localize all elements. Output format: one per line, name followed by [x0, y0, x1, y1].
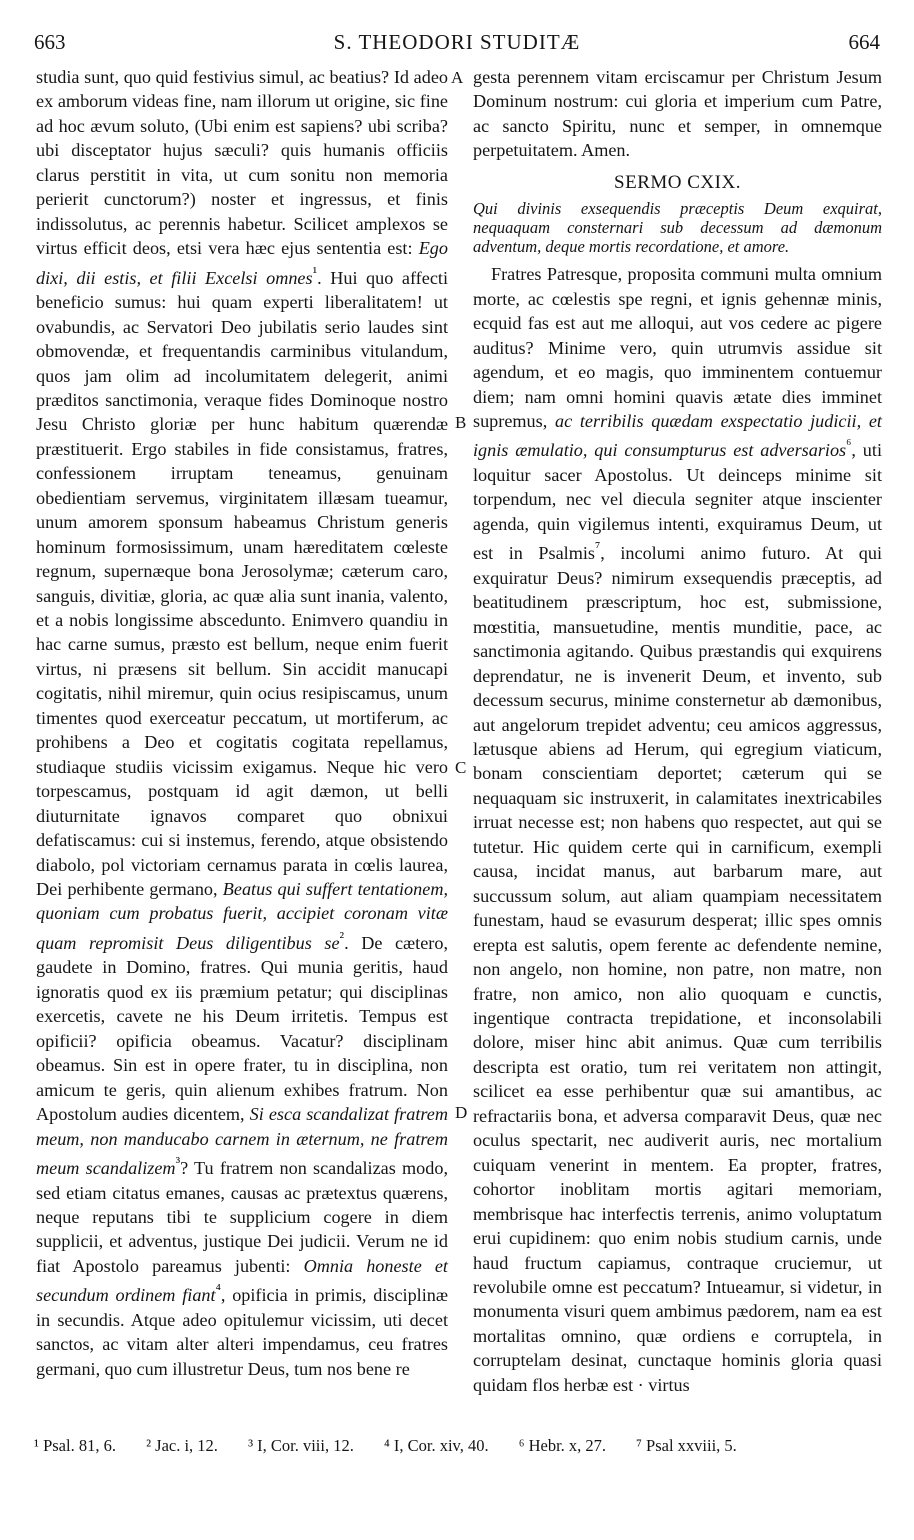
footnote: ³ I, Cor. viii, 12. [248, 1436, 354, 1455]
footnote: ⁷ Psal xxviii, 5. [636, 1436, 737, 1455]
footnote-ref: ⁶ [846, 436, 852, 454]
page-number-right: 664 [848, 30, 880, 54]
text-run: , opificia in primis, disciplinæ in secundis. Atque adeo opitulemur vicissim, uti decet sanctos, ac vitam alter alteri impendamus, ceu fratres germani, quo cum illustretur Deus, tum nos bene re [36, 1285, 449, 1379]
right-column [473, 65, 882, 1397]
right-paragraph-closing: gesta perennem vitam erciscamur per Christum Jesum Dominum nostrum: cui gloria et imperium cum Patre, ac sancto Spiritu, nunc et semper, in omnemque perpetuitatem. Amen. [473, 67, 882, 161]
footnotes [34, 1435, 884, 1457]
scripture-quote: Si esca scandalizat fratrem meum, non manducabo carnem in æternum, ne fratrem meum scandalizem [36, 1104, 448, 1179]
margin-marker-a: A [451, 68, 464, 87]
scripture-quote: Beatus qui suffert tentationem, quoniam cum probatus fuerit, accipiet coronam vitæ quam repromisit Deus diligentibus se [36, 879, 448, 953]
footnote: ¹ Psal. 81, 6. [34, 1436, 116, 1455]
footnote: ⁶ Hebr. x, 27. [518, 1436, 607, 1455]
right-paragraph [473, 262, 882, 1397]
text-run: ? Tu fratrem non scandalizas modo, sed etiam citatus emanes, causas ac prætextus quærens, neque reputans tibi te supplicium cogere in diem supplicii, et adventus, justique Dei judicii. Verum ne id fiat Apostolo pareamus jubenti: [36, 1158, 449, 1276]
footnote-ref: ⁴ [215, 1281, 221, 1299]
scripture-quote: ac terribilis quædam exspectatio judicii, et ignis æmulatio, qui consumpturus est adversarios [473, 410, 882, 461]
page-number-left: 663 [34, 30, 66, 54]
footnote-ref: ¹ [312, 263, 318, 281]
text-run: . Hui quo affecti beneficio sumus: hui quam experti liberalitatem! ut ovabundis, ac Servatori Deo jubilatis serio laudes sint obmovendæ, et frequentandis carminibus vitulandum, quos jam olim ad incolumitatem delegerit, animi præditos sanctimonia, veraque fides Dominoque nostro Jesu Christo gloriæ per hunc habitum quærendæ præstituerit. Ergo stabiles in fide consistamus, fratres, confessionem irruptam teneamus, genuinam obedientiam servemus, virginitatem illæsam tueamur, unum amorem sponsum habeamus Christum generis hominum formosissimum, unam hæreditatem cœleste regnum, supernæque bona Jerosolymæ; cæterum caro, sanguis, divitiæ, gloria, ac quæ alia sunt inania, valento, et a nobis longissime abscedunto. Enimvero quandiu in hac carne sumus, præsto est bellum, neque enim fuerit virtus, ni præsens sit bellum. Sin accidit manucapi cogitatis, nihil miremur, quin ocius resipiscamus, unum timentes quod exerceatur peccatum, ut mortiferum, ac prohibens a Deo et cogitatis cogitata repellamus, studiaque studiis vicissim exigamus. Neque hic vero torpescamus, postquam id agit dæmon, ut belli diuturnitate ignavos comparet quo obnixui defatiscamus: cui si instemus, ferendo, atque obsistendo diabolo, pol victoriam cernamus parata in cœlis laurea, Dei perhibente germano, [36, 267, 448, 900]
running-title: S. THEODORI STUDITÆ [333, 30, 581, 54]
text-run: studia sunt, quo quid festivius simul, ac beatius? Id adeo ex amborum videas fine, nam illorum ut origine, sic fine ad hoc ævum soluto, (Ubi enim est sapiens? ubi scriba? ubi disceptator hujus sæculi? quis humanis officiis clarus perstitit in vita, ut cum sonitu non memoria perierit cunctorum?) noster et ingressus, et finis indissolutus, ac perennis habetur. Scilicet amplexos se virtus efficit deos, etsi vera hæc ejus sententia est: [36, 67, 448, 259]
text-run: , incolumi animo futuro. At qui exquiratur Deus? nimirum exsequendis præceptis, ad beatitudinem præscriptum, hoc est, submissione, mœstitia, mansuetudine, mentis munditie, pace, ac sanctimonia agitando. Quibus præstandis qui exquirens deprendatur, ne is invenerit Deum, et invento, sub decessum securus, minime consternetur ab dæmonibus, aut angelorum trepidet adventu; ceu amicos aggressus, lætusque abiens ad Herum, qui egregium viaticum, bonam conscientiam deportet; cæterum qui se nequaquam sic instruxerit, in calamitates inextricabiles irruat necesse est; non habens quo respectet, aut qui se tutetur. Hic quidem certe qui in carnificum, exempli causa, incidat manus, aut barbarum mare, aut succussum solum, aut aliam quampiam necessitatem funestam, haud se evasurum desperat; illic spes omnis erepta est salutis, opem ferente ac defendente nemine, non angelo, non homine, non patre, non matre, non fratre, non amico, non alio quoquam e cunctis, ingentique contracta trepidatione, et inconsolabili dolore, miser hinc abit animus. Quæ cum terribilis descripta est oratio, tum rei veritatem non attingit, scilicet ea esse perhibentur quæ sui amantibus, ac refractariis bona, et adversa comparavit Deus, quæ nec oculus spectarit, nec audiverit auris, nec mortalium cuiquam venerint in mentem. Ea propter, fratres, cohortor inoblitam mortis agitari memoriam, membrisque hac interfectis terrenis, animo voluptatum erui cupidinem: quo enim nobis studium carnis, unde haud fructum capiamus, contraque cruciemur, ut revolubile omne est peccatum? Intueamur, si videtur, in monumenta visuri quem ambimus pædorem, nam ea est mortalitas omnino, quæ ordiens e corruptela, in corruptelam desinat, cunctaque hominis gloria quasi quidam flos herbæ est · virtus [473, 543, 882, 1395]
footnote-ref: ³ [175, 1154, 181, 1172]
margin-marker-d: D [455, 1103, 468, 1122]
text-run: . De cætero, gaudete in Domino, fratres. Qui munia geritis, haud ignoratis quod ex iis præmium petatur; qui disciplinas exercetis, cavete ne his Deum irritetis. Tempus est opificii? opificia obeamus. Vacatur? disciplinam obeamus. Sin est in opere frater, tu in disciplina, non amicum te geris, quin alienum exhibes fratrum. Non Apostolum audies dicentem, [36, 932, 449, 1125]
scripture-quote: Ego dixi, dii estis, et filii Excelsi omnes [36, 238, 448, 288]
left-column [36, 65, 448, 1381]
footnote: ⁴ I, Cor. xiv, 40. [383, 1436, 489, 1455]
footnote: ² Jac. i, 12. [146, 1436, 218, 1455]
text-run: , uti loquitur sacer Apostolus. Ut deinceps minime sit torpendum, nec vel diecula segniter atque inscienter agenda, quin vigilemus intenti, exquiramus Deum, ut est in Psalmis [473, 440, 882, 564]
margin-marker-c: C [455, 758, 467, 777]
footnote-ref: ² [339, 928, 345, 946]
margin-marker-b: B [455, 413, 467, 432]
scripture-quote: Omnia honeste et secundum ordinem fiant [36, 1255, 448, 1306]
page-header [34, 30, 880, 60]
footnote-ref: ⁷ [595, 539, 601, 557]
sermon-summary: Qui divinis exsequendis præceptis Deum exquirat, nequaquam consternari sub decessum ad dæmonum adventum, deque mortis recordatione, et amore. [473, 199, 882, 257]
left-paragraph [36, 65, 448, 1381]
sermon-title: SERMO CXIX. [614, 171, 741, 193]
text-run: Fratres Patresque, proposita communi multa omnium morte, ac cœlestis spe regni, et ignis gehennæ minis, ecquid fas est aut me alloqui, aut vos cedere ac pigere auditus? Minime vero, quin utrumvis assidue sit agendum, et eo magis, quo imminentem contuemur diem; nam omni homini quavis ætate dies imminet supremus, [473, 264, 882, 431]
